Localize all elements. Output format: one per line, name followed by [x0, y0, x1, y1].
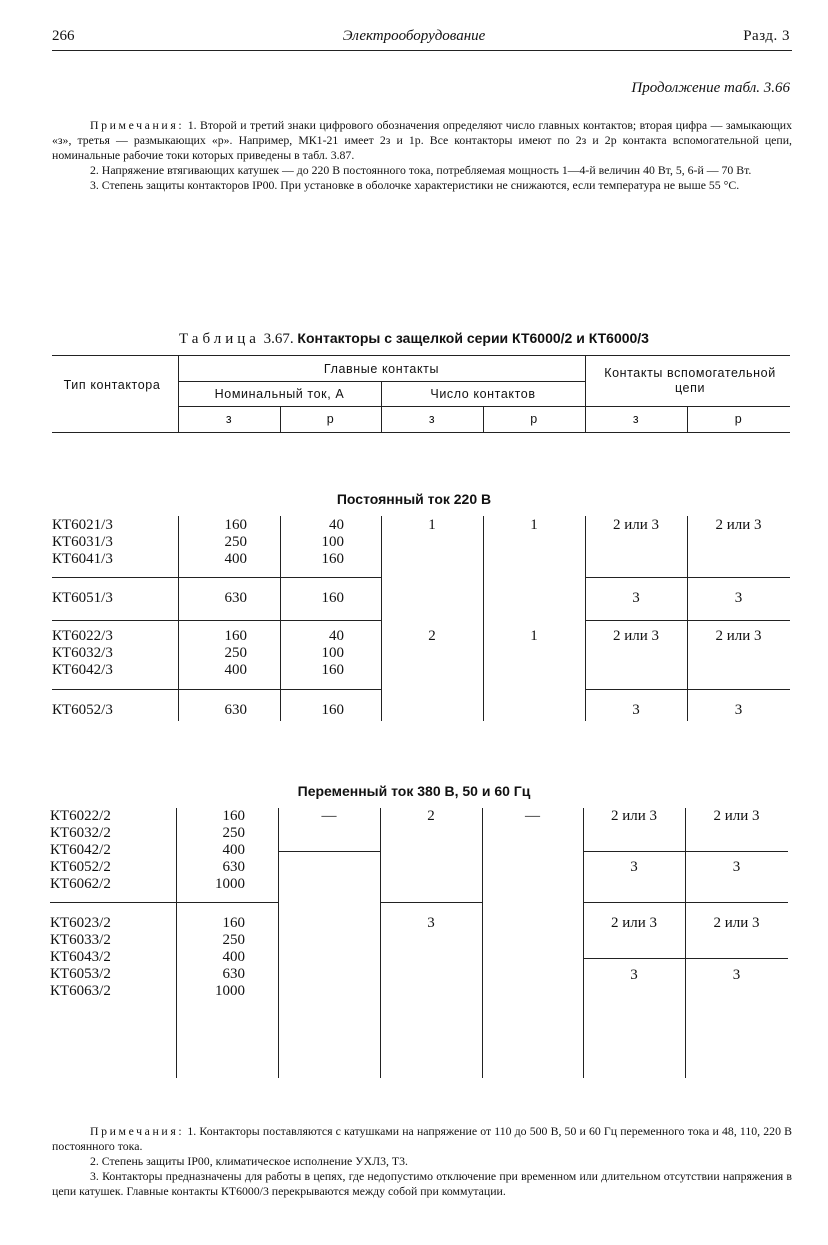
dc-g1-aux-r: 2 или 3 — [715, 517, 762, 533]
dc-vline — [483, 516, 484, 721]
notes-top — [52, 118, 792, 193]
ac-vline — [482, 808, 483, 1078]
dc-g2-aux-z: 3 — [632, 590, 640, 606]
note-bottom-1 — [52, 1124, 792, 1154]
dc-g1-count-z: 1 — [428, 517, 436, 533]
table-top-rule — [52, 355, 790, 356]
dc-g4-aux-z: 3 — [632, 702, 640, 718]
dc-vline — [381, 516, 382, 721]
dc-vline — [178, 516, 179, 721]
dc-g1-current-z: 160 250 400 — [224, 517, 247, 567]
ac-vline — [583, 808, 584, 1078]
head-main: Главные контакты — [323, 362, 440, 376]
note-top-3: 3. Степень защиты контакторов IP00. При установке в оболочке характеристики не снижаются, если температура не выше 55 °С. — [90, 178, 740, 192]
head-count: Число контактов — [430, 387, 536, 401]
ac-g1-aux-z: 2 или 3 — [610, 808, 658, 824]
head-z: з — [428, 412, 436, 426]
dc-vline — [280, 516, 281, 721]
head-aux: Контакты вспомогательной цепи — [604, 366, 776, 395]
section-title-ac: Переменный ток 380 В, 50 и 60 Гц — [297, 783, 531, 799]
header-rule — [52, 50, 792, 51]
dc-g3-current-z: 160 250 400 — [224, 628, 247, 678]
ac-row-rule — [583, 851, 788, 852]
ac-g2-types: КТ6023/2 КТ6033/2 КТ6043/2 КТ6053/2 КТ6063/2 — [50, 915, 111, 999]
running-title: Электрооборудование — [342, 28, 486, 44]
dc-g4-current-r: 160 — [321, 702, 344, 718]
dc-g4-types: КТ6052/3 — [52, 702, 113, 718]
head-r: р — [326, 412, 335, 426]
note-bottom-2: 2. Степень защиты IP00, климатическое исполнение УХЛ3, Т3. — [90, 1154, 408, 1168]
ac-g2-aux-z-2: 3 — [630, 967, 638, 983]
notes-bottom — [52, 1124, 792, 1199]
continuation-caption: Продолжение табл. 3.66 — [631, 80, 790, 96]
ac-g1-count-z: 2 — [427, 808, 435, 824]
dc-g1-aux-z: 2 или 3 — [612, 517, 660, 533]
dc-g4-current-z: 630 — [224, 702, 247, 718]
dc-row-rule — [52, 577, 381, 578]
ac-g1-aux-r-2: 3 — [732, 859, 741, 875]
note-bottom-3: 3. Контакторы предназначены для работы в цепях, где недопустимо отключение при временном или длительном отсутствии напряжения в цепи катушек. Главные контакты КТ6000/3 перекрываются между собой при коммутации. — [52, 1169, 792, 1198]
head-r: р — [734, 412, 743, 426]
ac-g2-current-z: 160 250 400 630 1000 — [215, 915, 245, 999]
ac-g1-current-z: 160 250 400 630 1000 — [215, 808, 245, 892]
head-z: з — [632, 412, 640, 426]
dc-vline — [687, 516, 688, 721]
table-number: 3.67. — [263, 331, 294, 347]
dc-g2-aux-r: 3 — [734, 590, 743, 606]
table-label: Таблица — [179, 331, 260, 347]
ac-row-rule — [583, 902, 788, 903]
dc-g2-current-z: 630 — [224, 590, 247, 606]
dc-g1-count-r: 1 — [530, 517, 538, 533]
dc-row-rule — [52, 689, 381, 690]
dc-g3-current-r: 40 100 160 — [321, 628, 344, 678]
ac-g2-aux-r: 2 или 3 — [713, 915, 760, 931]
dc-row-rule — [585, 577, 790, 578]
dc-g4-aux-r: 3 — [734, 702, 743, 718]
dc-row-rule — [585, 689, 790, 690]
notes-label: Примечания: — [90, 1124, 185, 1138]
ac-g2-aux-r-2: 3 — [732, 967, 741, 983]
ac-g2-aux-z: 2 или 3 — [610, 915, 658, 931]
dc-g2-current-r: 160 — [321, 590, 344, 606]
table-caption — [0, 330, 828, 348]
notes-label: Примечания: — [90, 118, 185, 132]
ac-g1-aux-r: 2 или 3 — [713, 808, 760, 824]
ac-vline — [176, 808, 177, 1078]
section-title-dc: Постоянный ток 220 В — [336, 491, 492, 507]
ac-g2-count-z: 3 — [427, 915, 435, 931]
ac-g1-current-r: — — [321, 808, 337, 824]
ac-vline — [278, 808, 279, 1078]
ac-row-rule — [380, 902, 482, 903]
ac-g1-count-r: — — [525, 808, 540, 824]
dc-g3-types: КТ6022/3 КТ6032/3 КТ6042/3 — [52, 628, 113, 678]
dc-row-rule — [52, 620, 381, 621]
dc-row-rule — [585, 620, 790, 621]
note-top-1 — [52, 118, 792, 163]
ac-vline — [685, 808, 686, 1078]
ac-g1-types: КТ6022/2 КТ6032/2 КТ6042/2 КТ6052/2 КТ6062/2 — [50, 808, 111, 892]
dc-g2-types: КТ6051/3 — [52, 590, 113, 606]
dc-g3-count-z: 2 — [428, 628, 436, 644]
dc-g1-current-r: 40 100 160 — [321, 517, 344, 567]
page-number: 266 — [52, 28, 75, 44]
head-nominal: Номинальный ток, А — [214, 387, 345, 401]
table-title: Контакторы с защелкой серии КТ6000/2 и КТ6000/3 — [297, 330, 649, 346]
ac-vline — [380, 808, 381, 1078]
ac-row-rule — [583, 958, 788, 959]
note-text: 1. Контакторы поставляются с катушками на напряжение от 110 до 500 В, 50 и 60 Гц переменного тока и 48, 110, 220 В постоянного тока. — [52, 1124, 792, 1153]
dc-g3-aux-z: 2 или 3 — [612, 628, 660, 644]
head-bottom-rule — [52, 432, 790, 433]
head-type: Тип контактора — [63, 378, 161, 392]
dc-vline — [585, 516, 586, 721]
ac-row-rule — [50, 902, 278, 903]
note-top-2: 2. Напряжение втягивающих катушек — до 220 В постоянного тока, потребляемая мощность 1—4-й величин 40 Вт, 5, 6-й — 70 Вт. — [90, 163, 752, 177]
dc-g3-aux-r: 2 или 3 — [715, 628, 762, 644]
dc-g1-types: КТ6021/3 КТ6031/3 КТ6041/3 — [52, 517, 113, 567]
dc-g3-count-r: 1 — [530, 628, 538, 644]
ac-row-rule — [278, 851, 380, 852]
head-rule-sub — [178, 406, 790, 407]
head-z: з — [225, 412, 233, 426]
head-r: р — [530, 412, 538, 426]
ac-g1-aux-z-2: 3 — [630, 859, 638, 875]
section-label: Разд. 3 — [743, 28, 790, 44]
note-text: 1. Второй и третий знаки цифрового обозначения определяют число главных контактов; вторая цифра — замыкающих «з», третья — размыкающих «р». Например, МК1-21 имеет 2з и 1р. Все контакторы имеют по 2з и 2р контакта вспомогательной цепи, номинальные рабочие токи которых приведены в табл. 3.87. — [52, 118, 793, 162]
